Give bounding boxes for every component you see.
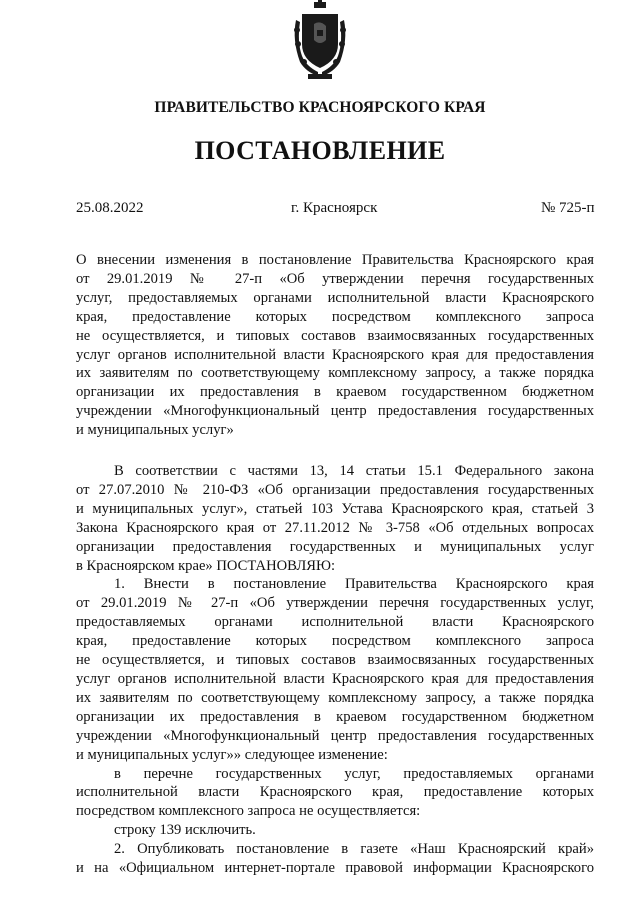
body-line: и муниципальных услуг»» следующее изменение: bbox=[76, 746, 388, 763]
body-line: и муниципальных услуг», статьей 103 Устава Красноярского края, статьей 3 bbox=[76, 500, 594, 517]
coat-of-arms-icon bbox=[292, 0, 348, 82]
body-line: края, предоставление которых посредством комплексного запроса bbox=[76, 633, 594, 650]
body-line: в перечне государственных услуг, предоставляемых органами bbox=[114, 765, 594, 782]
subject-line: от 29.01.2019 № 27-п «Об утверждении перечня государственных bbox=[76, 270, 594, 287]
body-line: и на «Официальном интернет-портале правовой информации Красноярского bbox=[76, 860, 594, 877]
body-line: предоставляемых органами исполнительной власти Красноярского bbox=[76, 614, 594, 631]
document-type-title: ПОСТАНОВЛЕНИЕ bbox=[194, 136, 446, 165]
body-line: не осуществляется, и типовых составов взаимосвязанных государственных bbox=[76, 652, 594, 669]
subject-line: услуг органов исполнительной власти Красноярского края для предоставления bbox=[76, 346, 594, 363]
body-line: услуг органов исполнительной власти Красноярского края для предоставления bbox=[76, 670, 594, 687]
body-line: исполнительной власти Красноярского края, предоставление которых bbox=[76, 784, 594, 801]
body-line: 1. Внести в постановление Правительства Красноярского края bbox=[114, 576, 594, 593]
subject-line: О внесении изменения в постановление Правительства Красноярского края bbox=[76, 252, 594, 268]
document-date: 25.08.2022 bbox=[76, 200, 144, 216]
body-line: от 27.07.2010 № 210-ФЗ «Об организации предоставления государственных bbox=[76, 481, 594, 498]
body-line: Закона Красноярского края от 27.11.2012 № 3-758 «Об отдельных вопросах bbox=[76, 519, 594, 536]
body-line: их заявителям по соответствующему комплексному запросу, а также порядка bbox=[76, 689, 594, 706]
document-subject bbox=[76, 251, 594, 440]
government-name: ПРАВИТЕЛЬСТВО КРАСНОЯРСКОГО КРАЯ bbox=[154, 99, 486, 116]
subject-line: организации их предоставления в краевом государственном бюджетном bbox=[76, 384, 594, 401]
body-line: В соответствии с частями 13, 14 статьи 15.1 Федерального закона bbox=[114, 463, 594, 479]
body-line: посредством комплексного запроса не осуществляется: bbox=[76, 803, 421, 820]
document-number: № 725-п bbox=[541, 200, 595, 216]
body-line: организации предоставления государственных и муниципальных услуг bbox=[76, 538, 594, 555]
body-line: организации их предоставления в краевом государственном бюджетном bbox=[76, 708, 594, 725]
subject-line: края, предоставление которых посредством комплексного запроса bbox=[76, 308, 594, 325]
body-line: строку 139 исключить. bbox=[114, 822, 256, 839]
subject-line: их заявителям по соответствующему комплексному запросу, а также порядка bbox=[76, 365, 594, 382]
body-line: в Красноярском крае» ПОСТАНОВЛЯЮ: bbox=[76, 557, 336, 574]
subject-line: и муниципальных услуг» bbox=[76, 422, 234, 439]
subject-line: учреждении «Многофункциональный центр предоставления государственных bbox=[76, 403, 594, 420]
body-line: от 29.01.2019 № 27-п «Об утверждении перечня государственных услуг, bbox=[76, 595, 594, 612]
body-line: учреждении «Многофункциональный центр предоставления государственных bbox=[76, 727, 594, 744]
subject-line: не осуществляется, и типовых составов взаимосвязанных государственных bbox=[76, 327, 594, 344]
body-line: 2. Опубликовать постановление в газете «Наш Красноярский край» bbox=[114, 841, 594, 858]
subject-line: услуг, предоставляемых органами исполнительной власти Красноярского bbox=[76, 289, 594, 306]
document-body bbox=[76, 462, 594, 878]
document-city: г. Красноярск bbox=[291, 200, 378, 216]
